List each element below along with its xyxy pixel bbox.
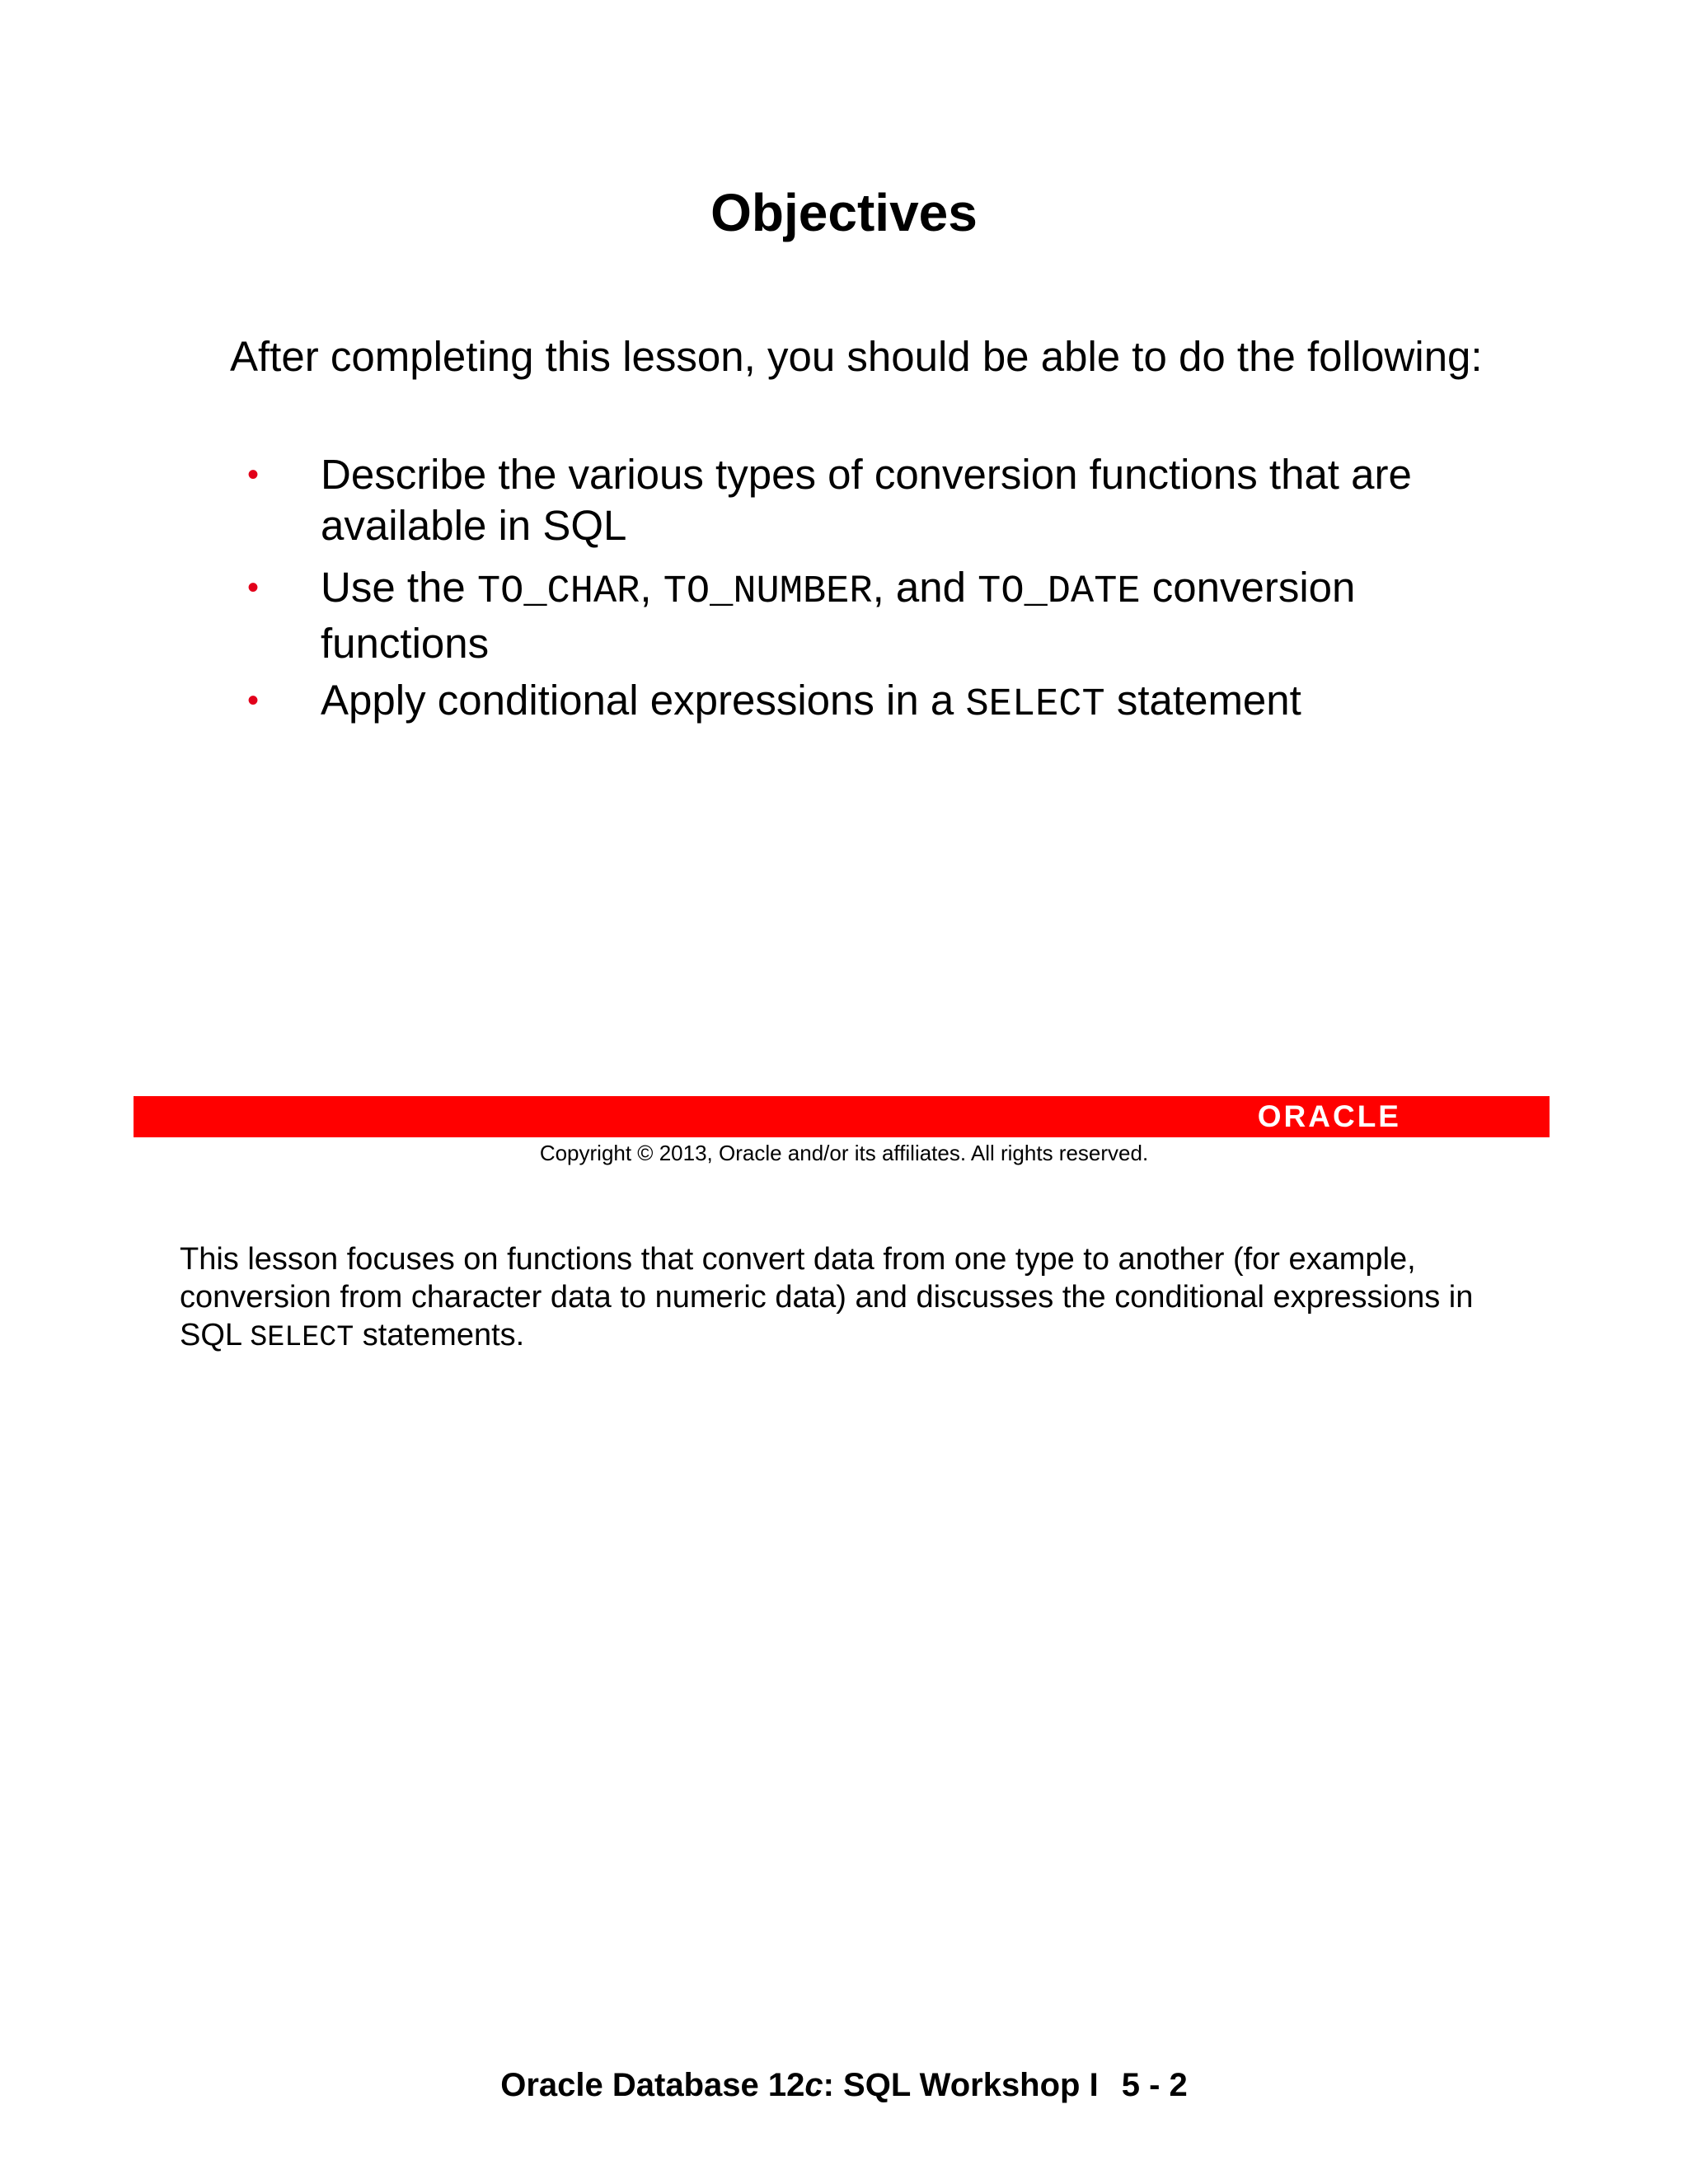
objective-fragment: Use the	[321, 564, 477, 611]
objective-line: Describe the various types of conversion functions that are	[321, 451, 1412, 498]
slide-title: Objectives	[710, 183, 978, 242]
footer-course: : SQL Workshop I	[823, 2067, 1099, 2103]
code-to-number: TO_NUMBER	[663, 570, 873, 614]
bullet-icon: •	[247, 569, 260, 606]
footer-product: Oracle Database 12	[500, 2067, 805, 2103]
oracle-brand-bar	[134, 1096, 1550, 1137]
objective-text	[321, 562, 1507, 669]
page-number: 5 - 2	[1121, 2067, 1188, 2103]
objective-fragment: conversion	[1140, 564, 1356, 611]
objective-line: available in SQL	[321, 502, 627, 549]
objective-fragment: , and	[872, 564, 978, 611]
page-footer	[0, 2064, 1688, 2106]
oracle-logo: ORACLE	[1257, 1099, 1401, 1133]
notes-text: This lesson focuses on functions that convert data from one type to another (for example, conversion from character data to numeric data) and discusses the conditional expressions in SQL	[180, 1242, 1474, 1352]
intro-text: After completing this lesson, you should be able to do the following:	[230, 333, 1483, 380]
copyright-notice: Copyright © 2013, Oracle and/or its affiliates. All rights reserved.	[539, 1141, 1149, 1165]
objective-fragment: statement	[1104, 677, 1301, 724]
footer-version-suffix: c	[804, 2067, 823, 2103]
speaker-notes	[180, 1240, 1540, 1357]
bullet-icon: •	[247, 457, 260, 493]
notes-text: statements.	[354, 1318, 525, 1352]
bullet-icon: •	[247, 682, 260, 719]
objective-fragment: Apply conditional expressions in a	[321, 677, 966, 724]
code-select: SELECT	[250, 1321, 354, 1354]
code-to-date: TO_DATE	[978, 570, 1141, 614]
objective-line: functions	[321, 620, 490, 667]
objective-text	[321, 675, 1507, 731]
objective-text	[321, 449, 1507, 551]
code-to-char: TO_CHAR	[476, 570, 640, 614]
objective-fragment: ,	[640, 564, 663, 611]
code-select: SELECT	[965, 683, 1105, 727]
